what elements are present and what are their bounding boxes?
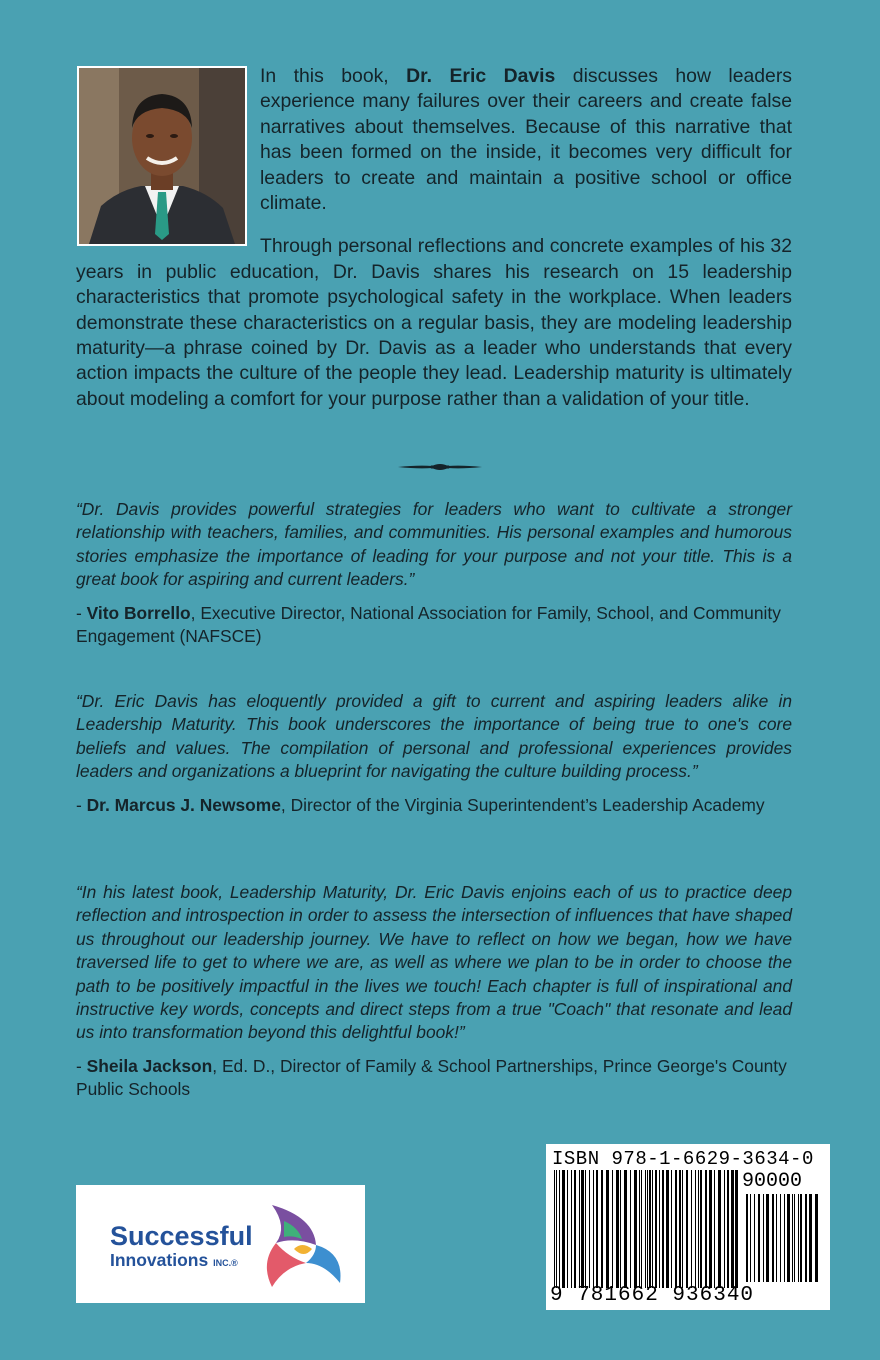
barcode-bar: [620, 1170, 621, 1288]
barcode-bar: [794, 1194, 795, 1282]
barcode-bar: [655, 1170, 657, 1288]
author-name: Dr. Eric Davis: [406, 65, 556, 87]
barcode-bar: [758, 1194, 760, 1282]
barcode-bar: [601, 1170, 603, 1288]
barcode-bar: [700, 1170, 702, 1288]
barcode-ean-digits: 9 781662 936340: [550, 1284, 755, 1307]
barcode-bar: [766, 1194, 769, 1282]
barcode-bar: [792, 1194, 793, 1282]
barcode-bar: [709, 1170, 712, 1288]
barcode-bar: [682, 1170, 683, 1288]
barcode-bar: [567, 1170, 568, 1288]
barcode-bar: [691, 1170, 692, 1288]
testimonial-2: [76, 690, 792, 817]
barcode-bar: [679, 1170, 681, 1288]
barcode-bar: [579, 1170, 580, 1288]
barcode-bar: [754, 1194, 755, 1282]
barcode-bar: [589, 1170, 590, 1288]
barcode-bar: [671, 1170, 672, 1288]
testimonial-author-name: Dr. Marcus J. Newsome: [86, 794, 281, 815]
testimonial-quote: “Dr. Eric Davis has eloquently provided a gift to current and aspiring leaders alike in Leadership Maturity. This book underscores the importance of being true to one's core beliefs and values. The compilation of personal and professional experiences provides leaders and organizations a blueprint for navigating the culture building process.”: [76, 691, 792, 782]
barcode-bar: [612, 1170, 613, 1288]
barcode-bar: [606, 1170, 609, 1288]
barcode-bar: [645, 1170, 646, 1288]
barcode-bar: [596, 1170, 598, 1288]
barcode-bar: [647, 1170, 648, 1288]
barcode-bar: [639, 1170, 640, 1288]
testimonial-3: [76, 881, 792, 1102]
barcode-bar: [763, 1194, 764, 1282]
barcode-bar: [809, 1194, 812, 1282]
testimonial-quote: “In his latest book, Leadership Maturity, Dr. Eric Davis enjoins each of us to practice deep reflection and introspection in order to assess the intersection of influences that have shaped us throughout our leadership journey. We have to reflect on how we began, how we have traversed life to get to where we are, as well as where we plan to be in order to choose the path to be positively impactful in the lives we touch! Each chapter is full of inspirational and instructive key words, concepts and direct steps from a true "Coach" that resonate and lead us into transformation beyond this delightful book!”: [76, 882, 792, 1043]
barcode-bar: [714, 1170, 715, 1288]
barcode-bar: [705, 1170, 707, 1288]
isbn-barcode: [546, 1144, 830, 1310]
publisher-name-line-2: Innovations INC.®: [110, 1250, 238, 1270]
publisher-name-line-1: Successful: [110, 1221, 253, 1251]
barcode-bar: [776, 1194, 777, 1282]
publisher-name: [110, 1223, 253, 1270]
barcode-bar: [581, 1170, 584, 1288]
barcode-bar: [798, 1194, 799, 1282]
barcode-bar: [641, 1170, 642, 1288]
isbn-label: ISBN 978-1-6629-3634-0: [552, 1148, 814, 1170]
barcode-bar: [652, 1170, 653, 1288]
barcode-bar: [746, 1194, 748, 1282]
barcode-bar: [659, 1170, 660, 1288]
barcode-bar: [675, 1170, 677, 1288]
testimonial-attribution: - Vito Borrello, Executive Director, National Association for Family, School, and Community Engagement (NAFSCE): [76, 602, 781, 647]
barcode-bar: [624, 1170, 627, 1288]
barcode-bar: [787, 1194, 790, 1282]
barcode-bar: [731, 1170, 734, 1288]
barcode-bar: [574, 1170, 576, 1288]
testimonial-author-name: Sheila Jackson: [86, 1055, 213, 1076]
barcode-bar: [585, 1170, 586, 1288]
barcode-bars-main: [552, 1170, 738, 1288]
barcode-bar: [727, 1170, 729, 1288]
barcode-bar: [662, 1170, 664, 1288]
barcode-bar: [616, 1170, 619, 1288]
barcode-bar: [750, 1194, 751, 1282]
barcode-addon-digits: 90000: [742, 1170, 803, 1193]
barcode-bar: [649, 1170, 651, 1288]
barcode-bar: [556, 1170, 557, 1288]
barcode-bar: [559, 1170, 560, 1288]
testimonial-attribution: - Sheila Jackson, Ed. D., Director of Family & School Partnerships, Prince George's County Public Schools: [76, 1055, 787, 1100]
intro-text: [76, 64, 792, 412]
barcode-bar: [718, 1170, 721, 1288]
barcode-bar: [562, 1170, 565, 1288]
intro-paragraph-2: Through personal reflections and concrete examples of his 32 years in public education, Dr. Davis shares his research on 15 leadership characteristics that promote psychological safety in the workplace. When leaders demonstrate these characteristics on a regular basis, they are modeling leadership maturity—a phrase coined by Dr. Davis as a leader who understands that every action impacts the culture of the people they lead. Leadership maturity is ultimately about modeling a comfort for your purpose rather than a validation of your title.: [76, 235, 792, 410]
barcode-bar: [784, 1194, 785, 1282]
barcode-bar: [554, 1170, 555, 1288]
barcode-bar: [724, 1170, 725, 1288]
barcode-bar: [772, 1194, 774, 1282]
testimonial-1: [76, 498, 792, 648]
barcode-bar: [815, 1194, 818, 1282]
testimonial-quote: “Dr. Davis provides powerful strategies for leaders who want to cultivate a stronger relationship with teachers, families, and communities. His personal examples and humorous stories emphasize the importance of leading for your purpose and not your title. This is a great book for aspiring and current leaders.”: [76, 499, 792, 590]
barcode-bar: [695, 1170, 696, 1288]
intro-paragraph-1: In this book, Dr. Eric Davis discusses how leaders experience many failures over their careers and create false narratives about themselves. Because of this narrative that has been formed on the inside, it becomes very difficult for leaders to create and maintain a positive school or office climate.: [260, 65, 792, 215]
testimonial-author-name: Vito Borrello: [86, 602, 191, 623]
swirl-logo-icon: [254, 1197, 350, 1293]
ornamental-divider-icon: [398, 460, 482, 474]
barcode-bar: [805, 1194, 807, 1282]
barcode-bars-addon: [744, 1194, 820, 1282]
barcode-bar: [571, 1170, 572, 1288]
barcode-bar: [634, 1170, 637, 1288]
barcode-bar: [686, 1170, 688, 1288]
publisher-logo: [76, 1185, 365, 1303]
testimonial-attribution: - Dr. Marcus J. Newsome, Director of the Virginia Superintendent’s Leadership Academy: [76, 794, 765, 815]
barcode-bar: [593, 1170, 594, 1288]
barcode-bar: [698, 1170, 699, 1288]
barcode-bar: [800, 1194, 802, 1282]
barcode-bar: [735, 1170, 738, 1288]
barcode-bar: [666, 1170, 669, 1288]
barcode-bar: [630, 1170, 631, 1288]
barcode-bar: [780, 1194, 781, 1282]
